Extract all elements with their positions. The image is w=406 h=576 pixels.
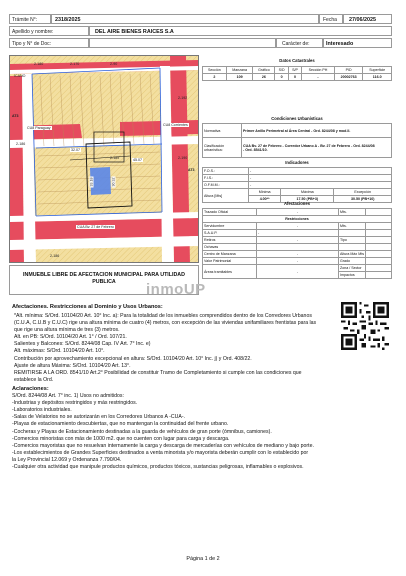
restricciones-title: Restricciones — [203, 216, 392, 223]
valor-patrimonial-value: - — [257, 258, 339, 265]
trazado-label: Trazado Oficial — [203, 209, 257, 216]
afectacion-line: Ajuste de altura Máxima: S/Ord. 10104/20 Art. 13°. — [14, 362, 131, 369]
fis-label: F.I.S.: — [203, 175, 249, 182]
afectacion-line: Alt. máximas: S/Ord. 10104/20 Art. 10°. — [14, 348, 105, 355]
ofm-value: - — [249, 182, 392, 189]
map-label-cu8-corrientes: CU8 Corrientes — [163, 123, 188, 127]
afectacion-line: *Alt. mínima: S/Ord. 10104/20 Art. 10° Inc. a): Para la totalidad de los inmuebles comprendidos dentro de los Corredores Urbanos — [14, 313, 312, 319]
catastro-header: S/P — [288, 67, 301, 74]
apellido-label: Apellido y nombre: — [12, 28, 54, 35]
retiros-tipo: Tipo — [339, 237, 366, 244]
servidumbre-label: Servidumbre — [203, 223, 257, 230]
fecha-label: Fecha — [323, 16, 337, 23]
apellido-value: DEL AIRE BIENES RAICES S.A — [95, 28, 174, 35]
minima-label: Mínima — [249, 189, 281, 196]
apellido-label-cell — [9, 26, 89, 36]
catastro-value: 0 — [288, 74, 301, 81]
afectaciones-section — [12, 304, 337, 311]
aclaraciones-heading: Aclaraciones: — [12, 386, 49, 392]
impactos-label: Impactos — [339, 272, 366, 279]
catastro-value: 26 — [253, 74, 275, 81]
aclaracion-line: -Los establecimientos de Grandes Superficies destinados a venta minorista y/o mayorista deberán cumplir con lo establecido por — [12, 449, 309, 456]
tipo-doc-label: Tipo y N° de Doc: — [12, 40, 52, 47]
trazado-mts: Mts. — [339, 209, 366, 216]
map-label-2-190: 2-190 — [178, 156, 188, 160]
zona-label: Zona / Sector — [339, 265, 366, 272]
qr-code-icon — [341, 302, 389, 350]
catastro-header: Superficie — [363, 67, 392, 74]
aclaracion-line: -Comercios mayoristas que no resuelvan internamente la carga y descarga de mercaderías con vehículos de mediano y bajo porte. — [12, 442, 314, 449]
grado-label: Grado — [339, 258, 366, 265]
retiros-value: - — [257, 237, 339, 244]
caracter-label: Carácter de: — [282, 40, 310, 47]
tipo-doc-value-cell — [89, 38, 276, 48]
map-label-dim-1: 32.07 — [71, 148, 80, 152]
urbanisticas-table — [202, 123, 392, 158]
indicadores-table — [202, 167, 392, 203]
aclaracion-line: -Industrias y depósitos restringidos y más restringidos. — [12, 400, 138, 407]
excepcion-label: Excepción — [334, 189, 392, 196]
altura-label: Altura [Mts] — [203, 189, 249, 203]
tramite-label-cell — [9, 14, 51, 24]
page-number: Página 1 de 2 — [186, 556, 220, 562]
fecha-label-cell — [319, 14, 343, 24]
map-label-dim-4: 30.32 — [111, 177, 116, 187]
afectacion-line: (C.U.A, C.U.B y C.U.C) rige una altura mínima de cuatro (4) metros, con excepción de las viviendas unifamiliares frentistas para las — [14, 320, 317, 327]
saup-value: - — [257, 230, 339, 237]
aclaracion-line: -Cualquier otra actividad que manipule productos químicos, productos tóxicos, sustancias peligrosas, inflamables o explosivos. — [12, 464, 304, 471]
afectacion-line: establece la Ord. — [14, 376, 54, 383]
catastro-header: Gráfico — [253, 67, 275, 74]
map-label-2-90: 2-90 — [110, 62, 118, 66]
catastro-header: Manzana — [226, 67, 253, 74]
map-label-icano: ICANO — [14, 74, 26, 78]
map-label-top: 2-180 — [34, 62, 44, 66]
caracter-label-cell — [276, 38, 323, 48]
afectaciones-lines-block — [14, 313, 334, 384]
map-label-at3-left: AT3 — [12, 114, 19, 118]
afectaciones-table — [202, 208, 392, 279]
normativa-label: Normativa — [203, 124, 242, 138]
clasificacion-label: Clasificación urbanística: — [203, 138, 242, 158]
map-caption-line-2: PUBLICA — [92, 279, 116, 285]
watermark-logo — [146, 281, 206, 298]
normativa-value: Primer Anillo Perimetral al Área Central - Ord. 8244/08 y mod.ll. — [242, 124, 392, 138]
ofm-label: O.F.M.M.: — [203, 182, 249, 189]
apellido-value-cell — [89, 26, 392, 36]
servidumbre-value: - — [257, 223, 339, 230]
aclaracion-line: -Laboratorios industriales. — [12, 407, 72, 414]
minima-value: 4.00** — [249, 196, 281, 203]
fos-label: F.O.S.: — [203, 168, 249, 175]
qr-code — [341, 302, 389, 350]
ochavas-label: Ochavas — [203, 244, 257, 251]
catastro-value: 0 — [275, 74, 289, 81]
map-label-2-192: 2-192 — [178, 96, 188, 100]
afectaciones-heading: Afectaciones. Restricciones al Dominio y Usos Urbanos: — [12, 304, 163, 310]
afectacion-line: Contribución por aprovechamiento excepcional en altura: S/Ord. 10104/20 Art. 10° Inc. j) y Ord. 408/22. — [14, 355, 252, 362]
parcel-map-drawing — [10, 56, 199, 263]
catastro-header: S/D — [275, 67, 289, 74]
catastro-table — [202, 66, 392, 81]
catastro-value: 116.0 — [363, 74, 392, 81]
altura-max-label: Altura Máx Mts — [340, 252, 364, 256]
map-label-cua: CUA Bv. 27 de Febrero — [77, 225, 114, 229]
map-label-2-186-left: 2-186 — [16, 142, 26, 146]
tipo-doc-label-cell — [9, 38, 89, 48]
catastro-header: PID — [334, 67, 363, 74]
caracter-value: Interesado — [326, 40, 354, 47]
catastro-value: 109 — [226, 74, 253, 81]
servidumbre-mts: Mts. — [339, 223, 366, 230]
fecha-value: 27/06/2025 — [349, 16, 376, 23]
caracter-value-cell — [323, 38, 392, 48]
tramite-value-cell — [51, 14, 319, 24]
areas-label: Áreas tramitables — [203, 265, 257, 279]
aclaracion-line: la Ley Provincial 12.069 y Ordenanza 7.790/04. — [12, 456, 122, 463]
afectacion-line: Alt. en PB: S/Ord. 10104/20 Art. 1° / Ord. 107/21. — [14, 334, 127, 341]
centro-manzana-value: - — [257, 251, 339, 258]
aclaracion-line: -Playas de estacionamiento descubiertas, que no mantengan la continuidad del frente urbano. — [12, 421, 229, 428]
valor-patrimonial-label: Valor Patrimonial — [203, 258, 257, 265]
clasificacion-value-1: CUA Bv. 27 de Febrero - Corredor Urbano A - Bv. 27 de Febrero - Ord. 8244/08 — [243, 143, 375, 148]
saup-label: S.A.U.P. — [203, 230, 257, 237]
catastro-header: Sección — [203, 67, 227, 74]
afectacion-line: Salientes y Balcones: S/Ord. 8244/08 Cap. IV Art. 7° Inc. e) — [14, 341, 151, 348]
tramite-label: Trámite N°: — [12, 16, 38, 23]
fis-value: - — [249, 175, 392, 182]
aclaraciones-section — [12, 386, 387, 471]
urbanisticas-title: Condiciones Urbanísticas — [271, 116, 323, 121]
page-footer — [0, 556, 406, 562]
fos-value: - — [249, 168, 392, 175]
tramite-value: 2318/2025 — [55, 16, 81, 23]
afectaciones-title: Afectaciones — [283, 201, 311, 206]
map-label-dim-2: 45.07 — [133, 158, 142, 162]
catastro-value: - — [302, 74, 335, 81]
watermark-text: inmoUP — [146, 281, 206, 298]
afectacion-line: que rige una altura mínima de tres (3) metros. — [14, 327, 120, 334]
excepcion-value: 30.50 (PB+10) — [334, 196, 392, 203]
catastro-title: Datos Catastrales — [279, 58, 315, 63]
catastro-header: Sección PH — [302, 67, 335, 74]
map-label-bottom: 2-186 — [50, 254, 60, 258]
indicadores-title: Indicadores — [285, 160, 309, 165]
maxima-value: 17.50 (PB+3) — [281, 196, 334, 203]
fecha-value-cell — [343, 14, 392, 24]
clasificacion-value-2: - Ord. 8541/10. — [243, 147, 268, 152]
aclaracion-line: -Comercios minoristas con más de 1000 m2. que no cuenten con lugar para carga y descarga. — [12, 435, 230, 442]
aclaracion-line: -Salas de Velatorios no se autorizarán en los Corredores Urbanos A -CUA-. — [12, 414, 186, 421]
areas-value: - — [257, 265, 339, 279]
parcel-map — [9, 55, 199, 263]
afectacion-line: REMITIRSE A LA ORD. 8541/10 Art.2° Posibilidad de constituir Tramo de Completamiento si cumple con las condiciones que — [14, 369, 302, 376]
maxima-label: Máxima — [281, 189, 334, 196]
map-label-2-189: 2-189 — [110, 156, 120, 160]
centro-manzana-label: Centro de Manzana — [203, 251, 257, 258]
catastro-value: 20002763 — [334, 74, 363, 81]
aclaracion-line: -Cocheras y Playas de Estacionamiento destinadas a la guarda de vehículos de gran porte (ómnibus, camiones). — [12, 428, 272, 435]
catastro-value: 2 — [203, 74, 227, 81]
map-label-cu8-paraguay: CU8 Paraguay — [27, 126, 51, 130]
aclaracion-line: S/Ord. 8244/08 Art. 7° inc. 1) Usos no admitidos: — [12, 393, 124, 400]
map-label-dim-3: 33.18 — [89, 177, 94, 187]
map-caption-line-1: INMUEBLE LIBRE DE AFECTACION MUNICIPAL PARA UTILIDAD — [23, 272, 185, 278]
map-label-at3-right: AT3 — [188, 168, 195, 172]
retiros-label: Retiros — [203, 237, 257, 244]
map-label-2-170: 2-170 — [70, 62, 80, 66]
trazado-value: - — [257, 209, 339, 216]
